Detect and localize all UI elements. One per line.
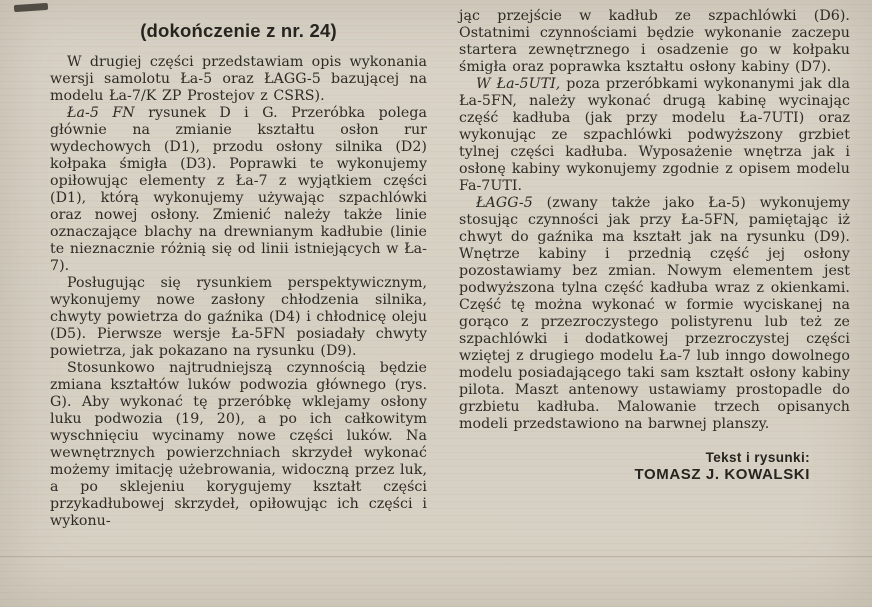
scan-artifact-line <box>0 556 872 557</box>
paragraph: Posługując się rysunkiem perspektywicznym, wykonujemy nowe zasłony chłodzenia silnika, chwyty powietrza do gaźnika (D4) i chłodnicę oleju (D5). Pierwsze wersje Ła-5FN posiadały chwyty powietrza, jak pokazano na rysunku (D9). <box>50 275 428 359</box>
article-continuation-heading: (dokończenie z nr. 24) <box>140 20 337 41</box>
paragraph: ŁAGG-5 (zwany także jako Ła-5) wykonujemy stosując czynności jak przy Ła-5FN, pamiętając iż chwyt do gaźnika ma kształt jak na rysunku (D9). Wnętrze kabiny i przednią część jej osłony pozostawiamy bez zmian. Nowym elementem jest podwyższona tylna część kadłuba wraz z okienkami. Część tę można wykonać w formie wyciskanej na gorąco z przezroczystego polistyrenu lub też ze szpachlówki i dodatkowej przezroczystej części wziętej z drugiego modelu Ła-7 lub inngo dowolnego modelu posiadającego taki sam kształt osłony kabiny pilota. Maszt antenowy ustawiamy prostopadle do grzbietu kadłuba. Malowanie trzech opisanych modeli przedstawiono na barwnej planszy. <box>459 195 850 432</box>
paragraph-lead-italic: W Ła-5UTI, <box>476 76 561 92</box>
paragraph-lead-italic: ŁAGG-5 <box>476 195 533 211</box>
paragraph: Ła-5 FN rysunek D i G. Przeróbka polega głównie na zmianie kształtu osłon rur wydechowych (D1), przodu osłony silnika (D2) kołpaka śmigła (D3). Poprawki te wykonujemy opiłowując elementy z Ła-7 z wyjątkiem części (D1), którą wykonujemy używając szpachlówki oraz nowej osłony. Zmienić należy także linie oznaczające blachy na drewnianym kadłubie (linie te nieznacznie różnią się od linii istniejących w Ła-7). <box>50 105 428 274</box>
paragraph: W Ła-5UTI, poza przeróbkami wykonanymi jak dla Ła-5FN, należy wykonać drugą kabinę wycinając część kadłuba (jak przy modelu Ła-7UTI) oraz wykonując ze szpachlówki podwyższony grzbiet tylnej części kadłuba. Wyposażenie wnętrza jak i osłonę kabiny wykonujemy zgodnie z opisem modelu Fa-7UTI. <box>459 76 850 194</box>
left-column-text <box>50 54 427 530</box>
paragraph: jąc przejście w kadłub ze szpachlówki (D6). Ostatnimi czynnościami będzie wykonanie zaczepu startera zewnętrznego i osadzenie go w kołpaku śmigła oraz poprawka kształtu osłony kabiny (D7). <box>459 8 850 75</box>
signature-block <box>459 449 850 484</box>
text-column-right <box>459 8 850 607</box>
paragraph: W drugiej części przedstawiam opis wykonania wersji samolotu Ła-5 oraz ŁAGG-5 bazującej na modelu Ła-7/K ZP Prostejov z CSRS). <box>50 54 428 104</box>
text-column-left <box>50 8 427 607</box>
paragraph-lead-italic: Ła-5 FN <box>67 105 135 121</box>
right-column-text <box>459 8 850 433</box>
signature-author: TOMASZ J. KOWALSKI <box>634 466 810 483</box>
signature-credit: Tekst i rysunki: <box>705 450 810 465</box>
paragraph: Stosunkowo najtrudniejszą czynnością będzie zmiana kształtów luków podwozia głównego (rys. G). Aby wykonać tę przeróbkę wklejamy osłony luku podwozia (19, 20), a po ich całkowitym wyschnięciu wycinamy nowe części luków. Na wewnętrznych powierzchniach skrzydeł wykonać możemy imitację użebrowania, widoczną przez luk, a po sklejeniu korygujemy kształt części przykadłubowej skrzydeł, opiłowując ich części i wykonu- <box>50 360 428 529</box>
